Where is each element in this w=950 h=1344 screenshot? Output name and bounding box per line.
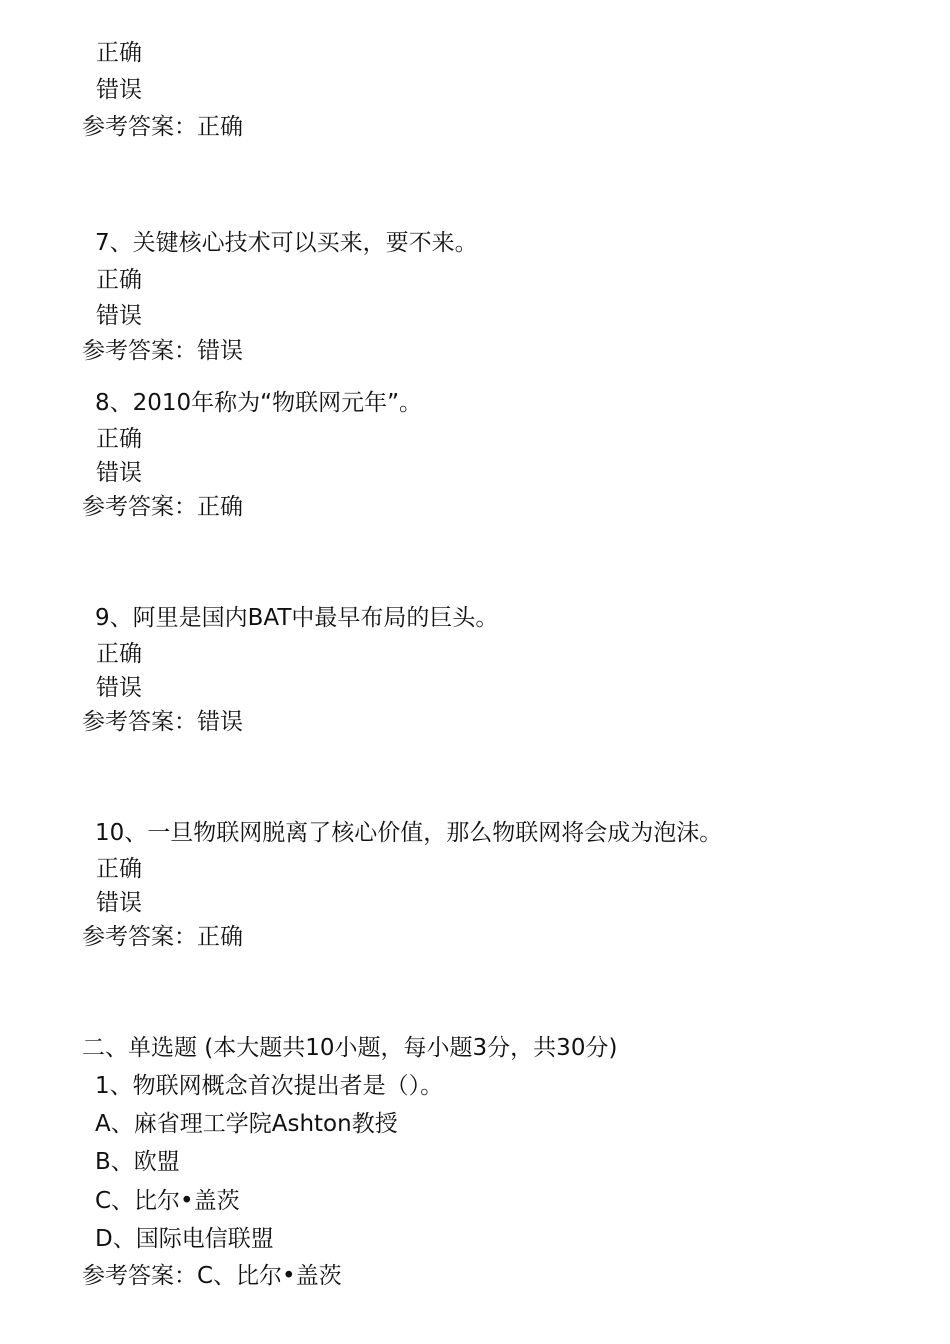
option-false: 错误	[96, 77, 142, 103]
question-text: 8、2010年称为“物联网元年”。	[95, 390, 422, 416]
reference-answer: 参考答案：错误	[82, 709, 243, 735]
option-false: 错误	[96, 675, 142, 701]
question-text: 9、阿里是国内BAT中最早布局的巨头。	[95, 605, 499, 631]
choice-a: A、麻省理工学院Ashton教授	[95, 1111, 398, 1137]
reference-answer: 参考答案：正确	[82, 494, 243, 520]
option-true: 正确	[96, 40, 142, 66]
option-true: 正确	[96, 267, 142, 293]
option-false: 错误	[96, 890, 142, 916]
question-text: 1、物联网概念首次提出者是（）。	[95, 1073, 444, 1099]
question-text: 7、关键核心技术可以买来，要不来。	[95, 230, 478, 256]
reference-answer: 参考答案：C、比尔•盖茨	[82, 1263, 342, 1289]
option-true: 正确	[96, 856, 142, 882]
option-false: 错误	[96, 460, 142, 486]
option-true: 正确	[96, 641, 142, 667]
reference-answer: 参考答案：错误	[82, 338, 243, 364]
option-false: 错误	[96, 303, 142, 329]
choice-b: B、欧盟	[95, 1149, 180, 1175]
section-heading: 二、单选题 (本大题共10小题，每小题3分，共30分)	[82, 1035, 618, 1061]
choice-d: D、国际电信联盟	[95, 1226, 274, 1252]
question-text: 10、一旦物联网脱离了核心价值，那么物联网将会成为泡沫。	[95, 820, 723, 846]
choice-c: C、比尔•盖茨	[95, 1188, 240, 1214]
reference-answer: 参考答案：正确	[82, 114, 243, 140]
option-true: 正确	[96, 426, 142, 452]
reference-answer: 参考答案：正确	[82, 924, 243, 950]
